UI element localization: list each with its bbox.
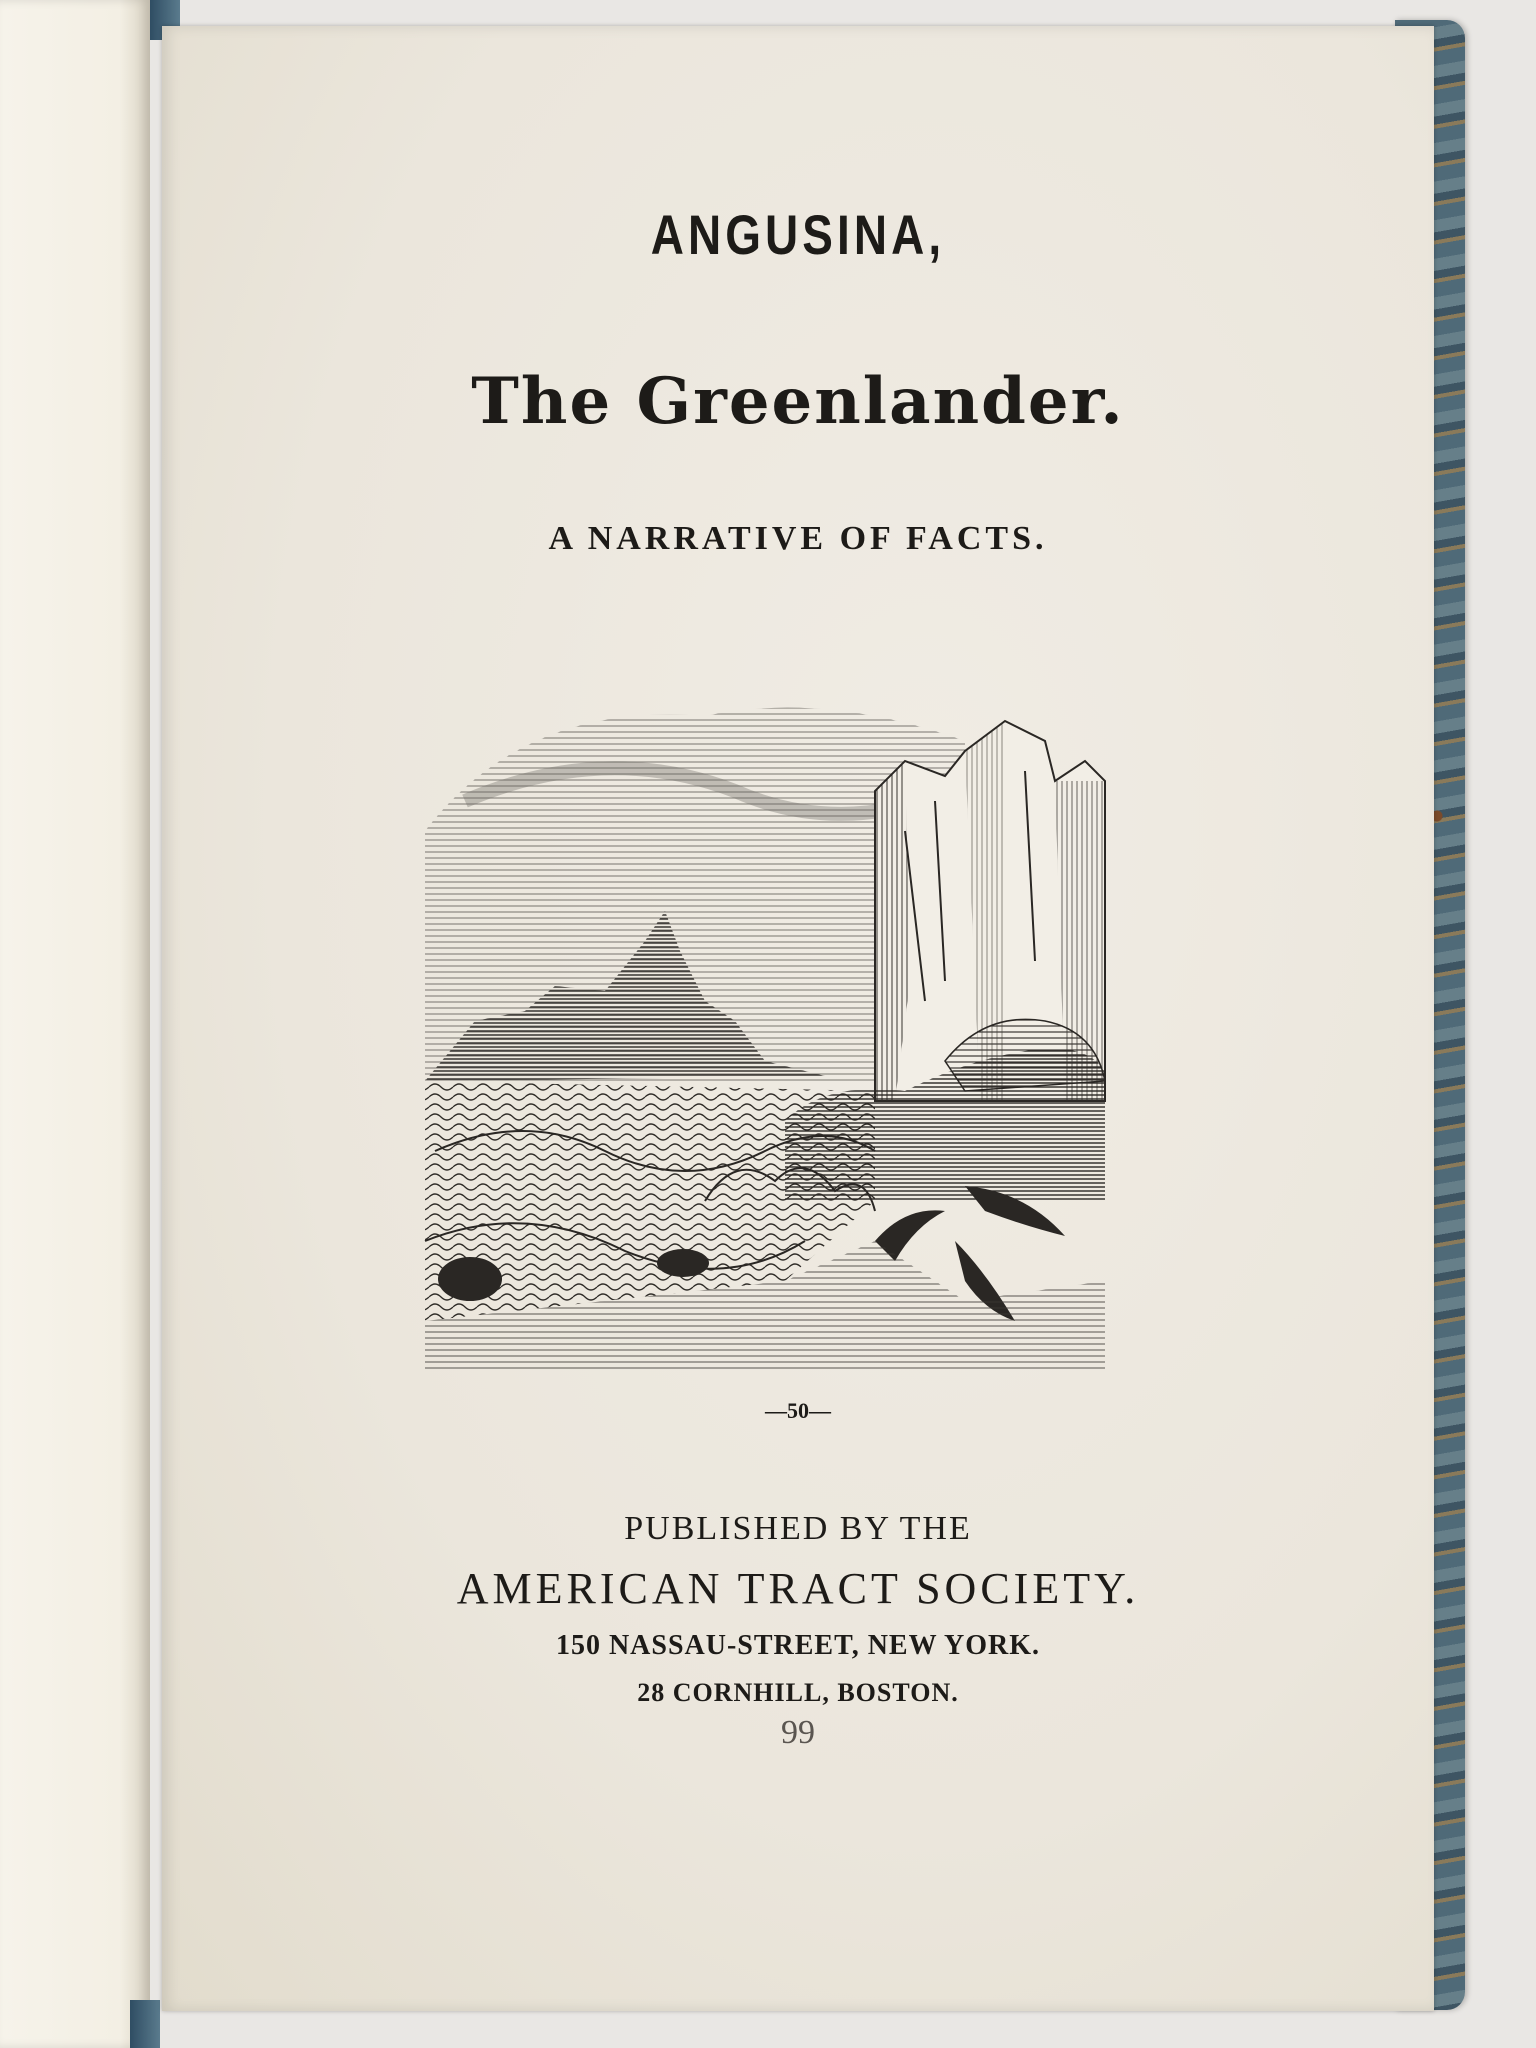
publisher-address-boston: 28 CORNHILL, BOSTON.	[637, 1678, 959, 1707]
published-by-line: PUBLISHED BY THE	[624, 1510, 972, 1547]
title-page	[162, 26, 1434, 2011]
book-tagline: A NARRATIVE OF FACTS.	[548, 520, 1048, 557]
binding-cloth-bottom	[130, 2000, 160, 2048]
facing-flyleaf-page	[0, 0, 150, 2048]
publisher-address-new-york: 150 NASSAU-STREET, NEW YORK.	[555, 1630, 1041, 1661]
handwritten-pencil-number: 99	[781, 1714, 815, 1751]
arctic-coast-engraving	[405, 681, 1115, 1371]
plate-number: —50—	[765, 1398, 831, 1423]
publisher-name: AMERICAN TRACT SOCIETY.	[456, 1564, 1140, 1613]
book-title: ANGUSINA,	[650, 203, 946, 266]
book-subtitle: The Greenlander.	[471, 364, 1125, 439]
